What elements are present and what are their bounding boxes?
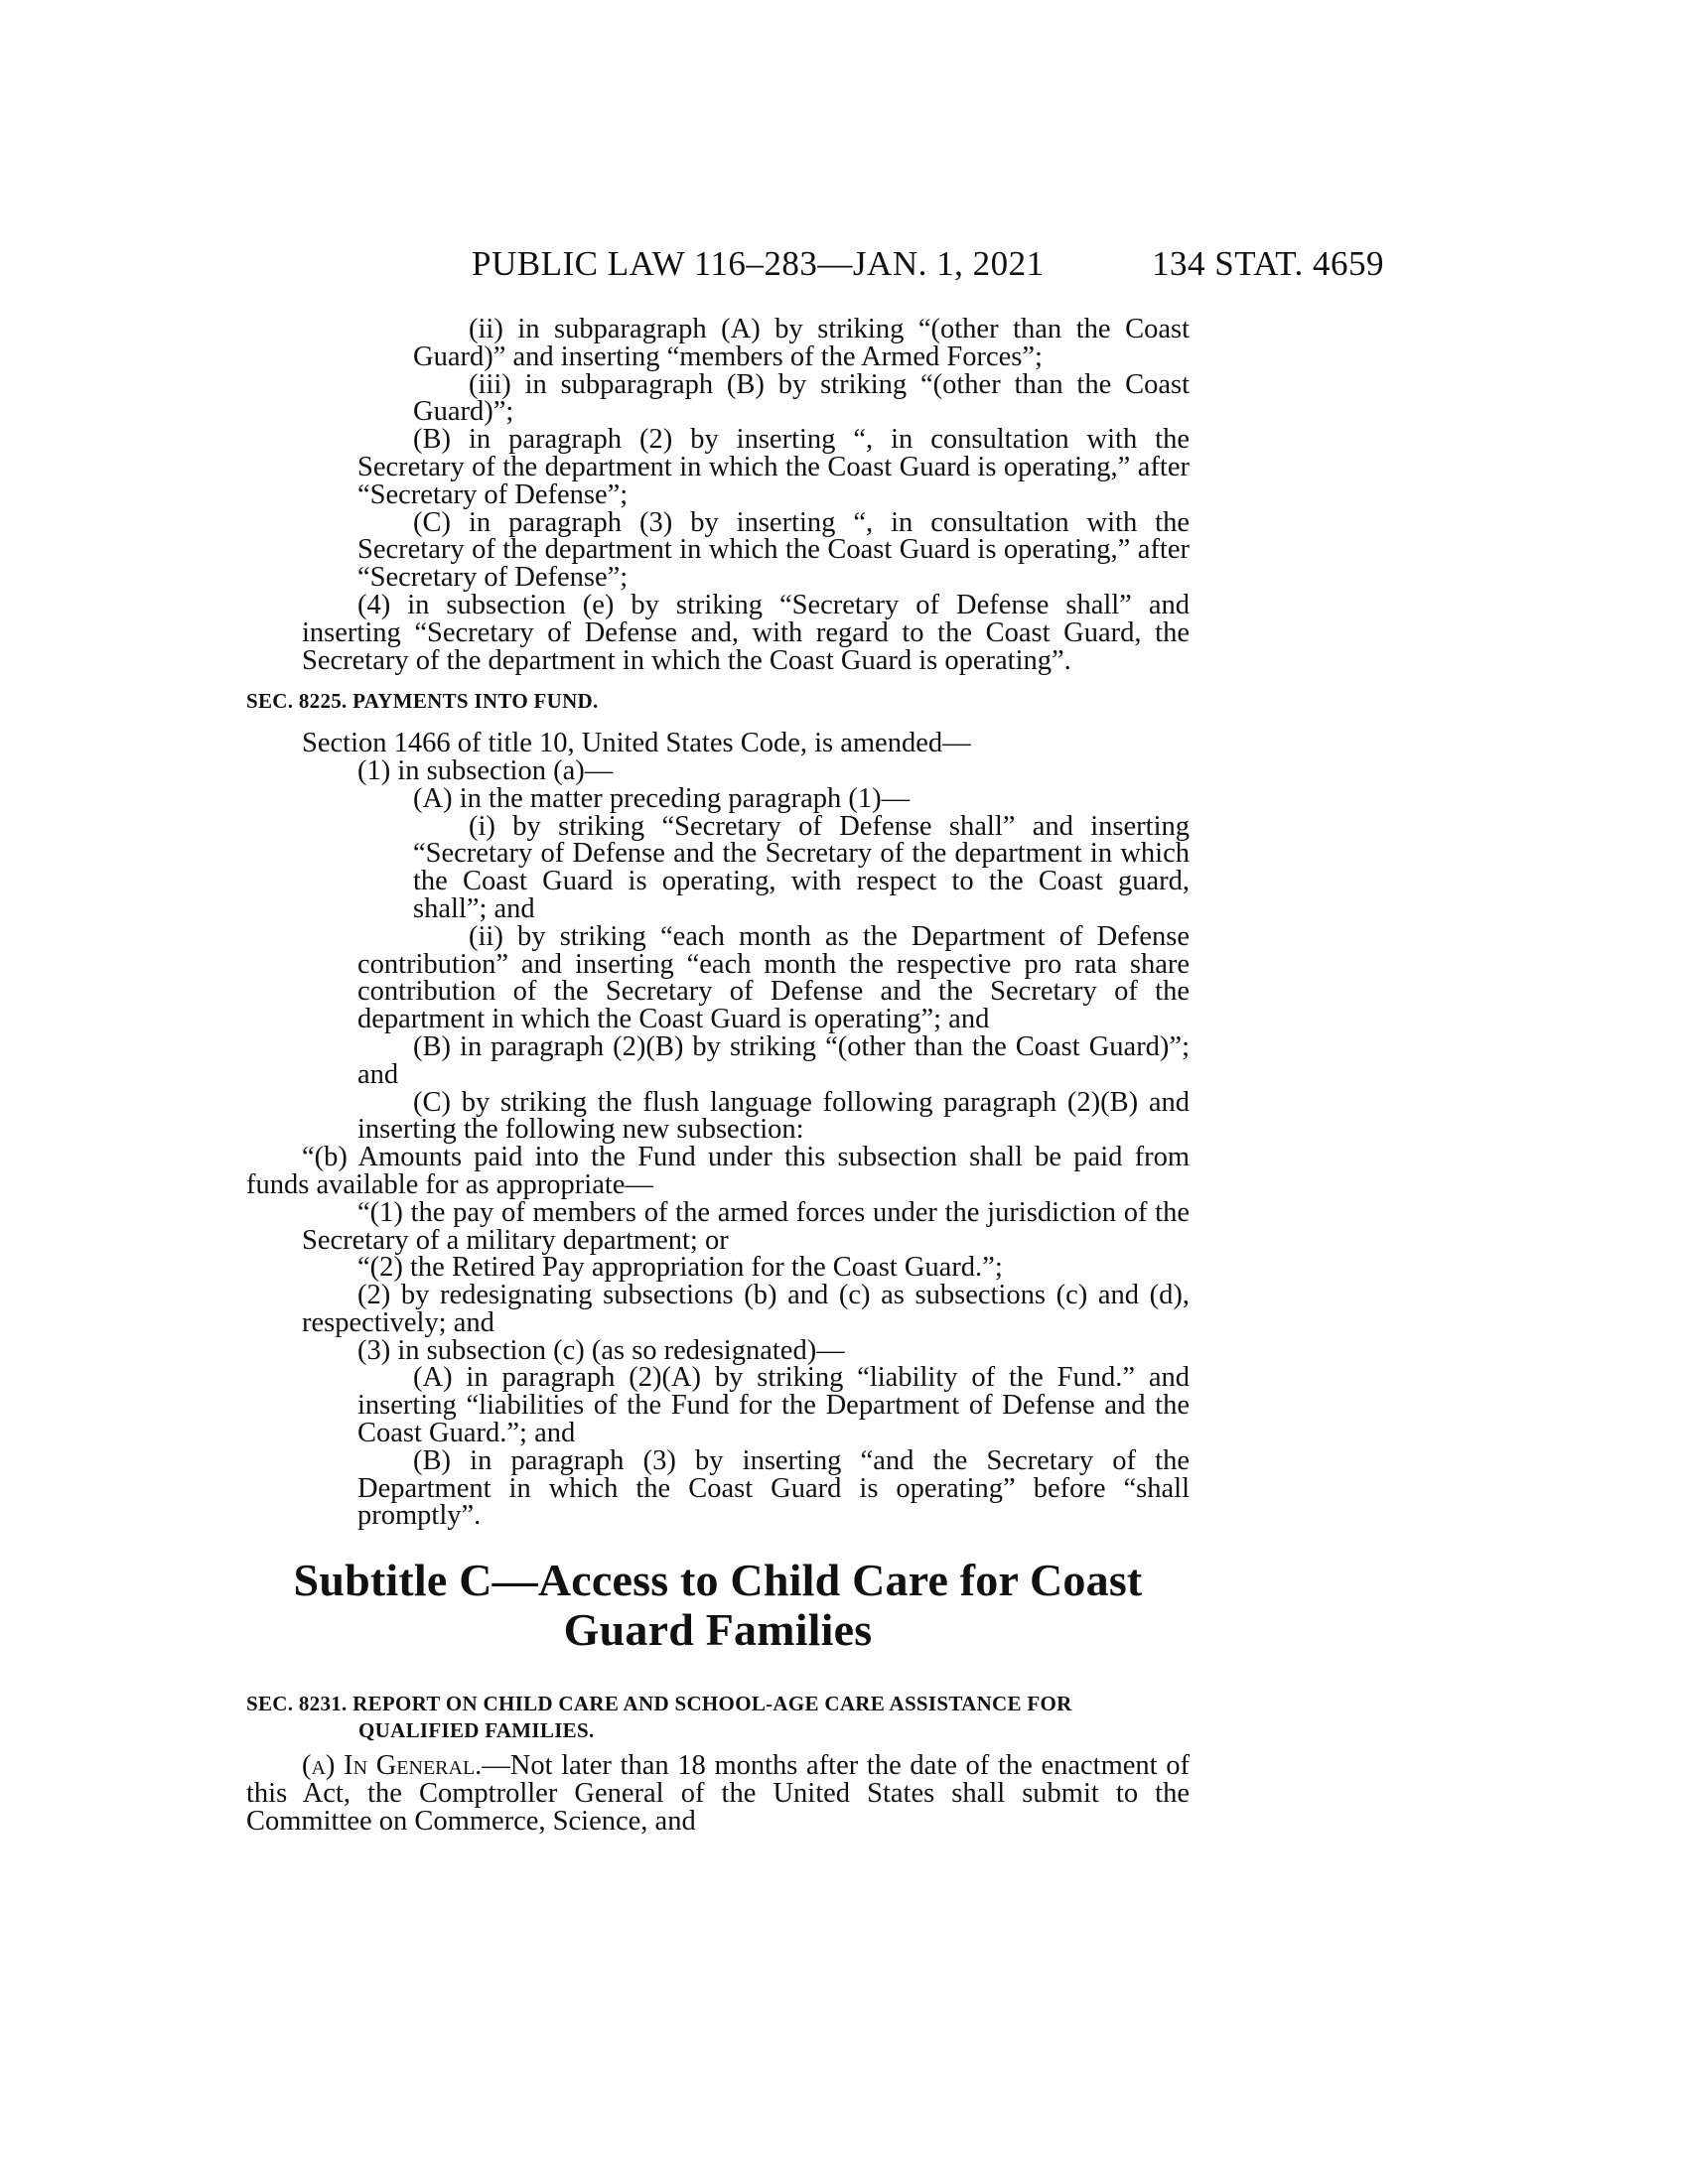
clause-ii: (ii) in subparagraph (A) by striking “(other than the Coast Guard)” and inserting “members of the Armed Forces”;: [413, 314, 1190, 372]
new-subsection-b: “(b) Amounts paid into the Fund under this subsection shall be paid from funds available for as appropriate—: [246, 1142, 1190, 1200]
sec8225-para2: (2) by redesignating subsections (b) and (c) as subsections (c) and (d), respectively; and: [302, 1280, 1190, 1338]
new-para-1: “(1) the pay of members of the armed forces under the jurisdiction of the Secretary of a military department; or: [302, 1196, 1190, 1256]
sec8225-subpara-a: (A) in the matter preceding paragraph (1)—: [413, 782, 911, 814]
sec8225-clause-ii: (ii) by striking “each month as the Department of Defense contribution” and inserting “each month the respective pro rata share contribution of the Secretary of Defense and the Secretary of the department in which the Coast Guard is operating”; and: [357, 920, 1190, 1035]
sec8225-para3-a: (A) in paragraph (2)(A) by striking “liability of the Fund.” and inserting “liabilities of the Fund for the Department of Defense and the Coast Guard.”; and: [357, 1362, 1190, 1449]
section-heading-8225: SEC. 8225. PAYMENTS INTO FUND.: [246, 689, 599, 714]
sec8231-subsection-a: [246, 1752, 1190, 1835]
subsection-a-lead: (a) In General.: [302, 1750, 483, 1782]
new-para-2: “(2) the Retired Pay appropriation for the Coast Guard.”;: [357, 1252, 1003, 1284]
sec8225-para3: (3) in subsection (c) (as so redesignated)—: [357, 1334, 845, 1366]
subpara-c: (C) in paragraph (3) by inserting “, in consultation with the Secretary of the department in which the Coast Guard is operating,” after “Secretary of Defense”;: [357, 506, 1190, 594]
section-heading-8231: SEC. 8231. REPORT ON CHILD CARE AND SCHOOL-AGE CARE ASSISTANCE FOR QUALIFIED FAMILIES.: [246, 1692, 1072, 1743]
subpara-b: (B) in paragraph (2) by inserting “, in consultation with the Secretary of the department in which the Coast Guard is operating,” after “Secretary of Defense”;: [357, 424, 1190, 510]
para-4: (4) in subsection (e) by striking “Secretary of Defense shall” and inserting “Secretary of Defense and, with regard to the Coast Guard, the Secretary of the department in which the Coast Guard is operating”.: [302, 589, 1190, 676]
clause-iii: (iii) in subparagraph (B) by striking “(other than the Coast Guard)”;: [413, 368, 1190, 428]
sec8225-subpara-b: (B) in paragraph (2)(B) by striking “(other than the Coast Guard)”; and: [357, 1030, 1190, 1090]
sec8225-clause-i: (i) by striking “Secretary of Defense shall” and inserting “Secretary of Defense and the Secretary of the department in which the Coast Guard is operating, with respect to the Coast guard, shall”; and: [413, 810, 1190, 924]
sec8225-para3-b: (B) in paragraph (3) by inserting “and the Secretary of the Department in which the Coast Guard is operating” before “shall promptly”.: [357, 1444, 1190, 1532]
sec8225-subpara-c: (C) by striking the flush language following paragraph (2)(B) and inserting the following new subsection:: [357, 1086, 1190, 1146]
subsection-a-text: —Not later than 18 months after the date of the enactment of this Act, the Comptroller General of the United States shall submit to the Committee on Commerce, Science, and: [246, 1750, 1190, 1837]
document-body: [246, 314, 1190, 1837]
sec8225-para1: (1) in subsection (a)—: [357, 754, 614, 786]
subtitle-heading: Subtitle C—Access to Child Care for Coast Guard Families: [293, 1555, 1143, 1656]
header-page-number: 134 STAT. 4659: [1152, 244, 1384, 283]
running-header: [298, 244, 1384, 290]
header-public-law: PUBLIC LAW 116–283—JAN. 1, 2021: [472, 244, 1045, 283]
sec8225-intro: Section 1466 of title 10, United States Code, is amended—: [302, 728, 971, 759]
